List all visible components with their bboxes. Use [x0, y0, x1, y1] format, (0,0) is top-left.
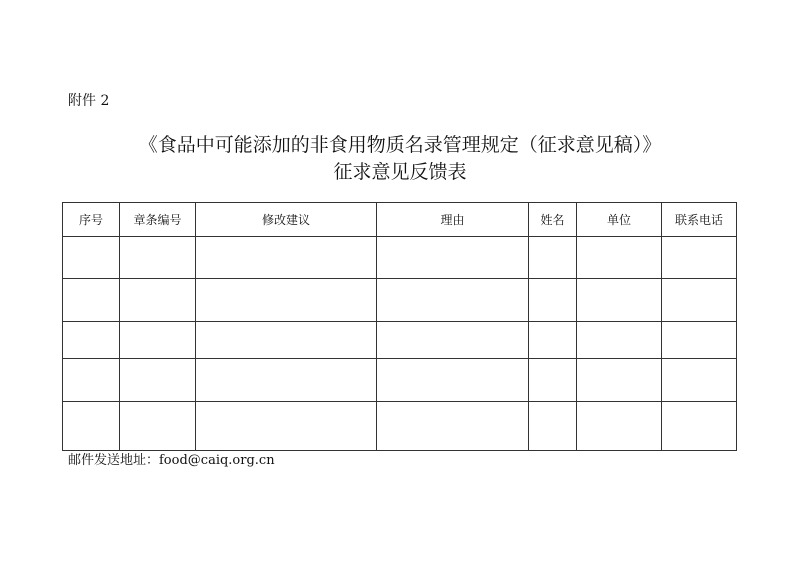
- table-cell[interactable]: [529, 237, 577, 279]
- table-cell[interactable]: [120, 237, 196, 279]
- header-clause-number: 章条编号: [120, 203, 196, 237]
- table-cell[interactable]: [120, 402, 196, 451]
- table-cell[interactable]: [529, 359, 577, 402]
- table-cell[interactable]: [196, 279, 377, 322]
- table-cell[interactable]: [577, 359, 662, 402]
- table-cell[interactable]: [662, 359, 737, 402]
- table-cell[interactable]: [377, 402, 529, 451]
- table-row: [63, 237, 737, 279]
- table-cell[interactable]: [529, 402, 577, 451]
- header-name: 姓名: [529, 203, 577, 237]
- email-address-note: 邮件发送地址：food@caiq.org.cn: [68, 453, 275, 468]
- table-cell[interactable]: [377, 237, 529, 279]
- header-phone: 联系电话: [662, 203, 737, 237]
- document-subtitle: 征求意见反馈表: [333, 161, 467, 183]
- table-cell[interactable]: [63, 322, 120, 359]
- table-cell[interactable]: [196, 402, 377, 451]
- table-cell[interactable]: [63, 359, 120, 402]
- header-serial-number: 序号: [63, 203, 120, 237]
- table-cell[interactable]: [63, 402, 120, 451]
- feedback-table: [62, 202, 737, 451]
- table-cell[interactable]: [196, 359, 377, 402]
- table-cell[interactable]: [196, 322, 377, 359]
- table-cell[interactable]: [577, 237, 662, 279]
- table-row: [63, 359, 737, 402]
- table-cell[interactable]: [662, 279, 737, 322]
- header-suggestion: 修改建议: [196, 203, 377, 237]
- table-cell[interactable]: [377, 322, 529, 359]
- table-cell[interactable]: [577, 402, 662, 451]
- table-cell[interactable]: [377, 359, 529, 402]
- attachment-label: 附件 2: [68, 93, 110, 109]
- table-cell[interactable]: [577, 279, 662, 322]
- table-cell[interactable]: [529, 279, 577, 322]
- table-row: [63, 279, 737, 322]
- table-cell[interactable]: [196, 237, 377, 279]
- table-cell[interactable]: [662, 237, 737, 279]
- header-reason: 理由: [377, 203, 529, 237]
- table-cell[interactable]: [120, 359, 196, 402]
- table-cell[interactable]: [377, 279, 529, 322]
- table-row: [63, 402, 737, 451]
- table-cell[interactable]: [577, 322, 662, 359]
- header-organization: 单位: [577, 203, 662, 237]
- table-cell[interactable]: [662, 402, 737, 451]
- table-cell[interactable]: [662, 322, 737, 359]
- table-cell[interactable]: [63, 237, 120, 279]
- table-cell[interactable]: [120, 279, 196, 322]
- table-cell[interactable]: [529, 322, 577, 359]
- table-cell[interactable]: [63, 279, 120, 322]
- table-cell[interactable]: [120, 322, 196, 359]
- table-row: [63, 322, 737, 359]
- document-title: 《食品中可能添加的非食用物质名录管理规定（征求意见稿）》: [138, 134, 662, 156]
- table-header-row: [63, 203, 737, 237]
